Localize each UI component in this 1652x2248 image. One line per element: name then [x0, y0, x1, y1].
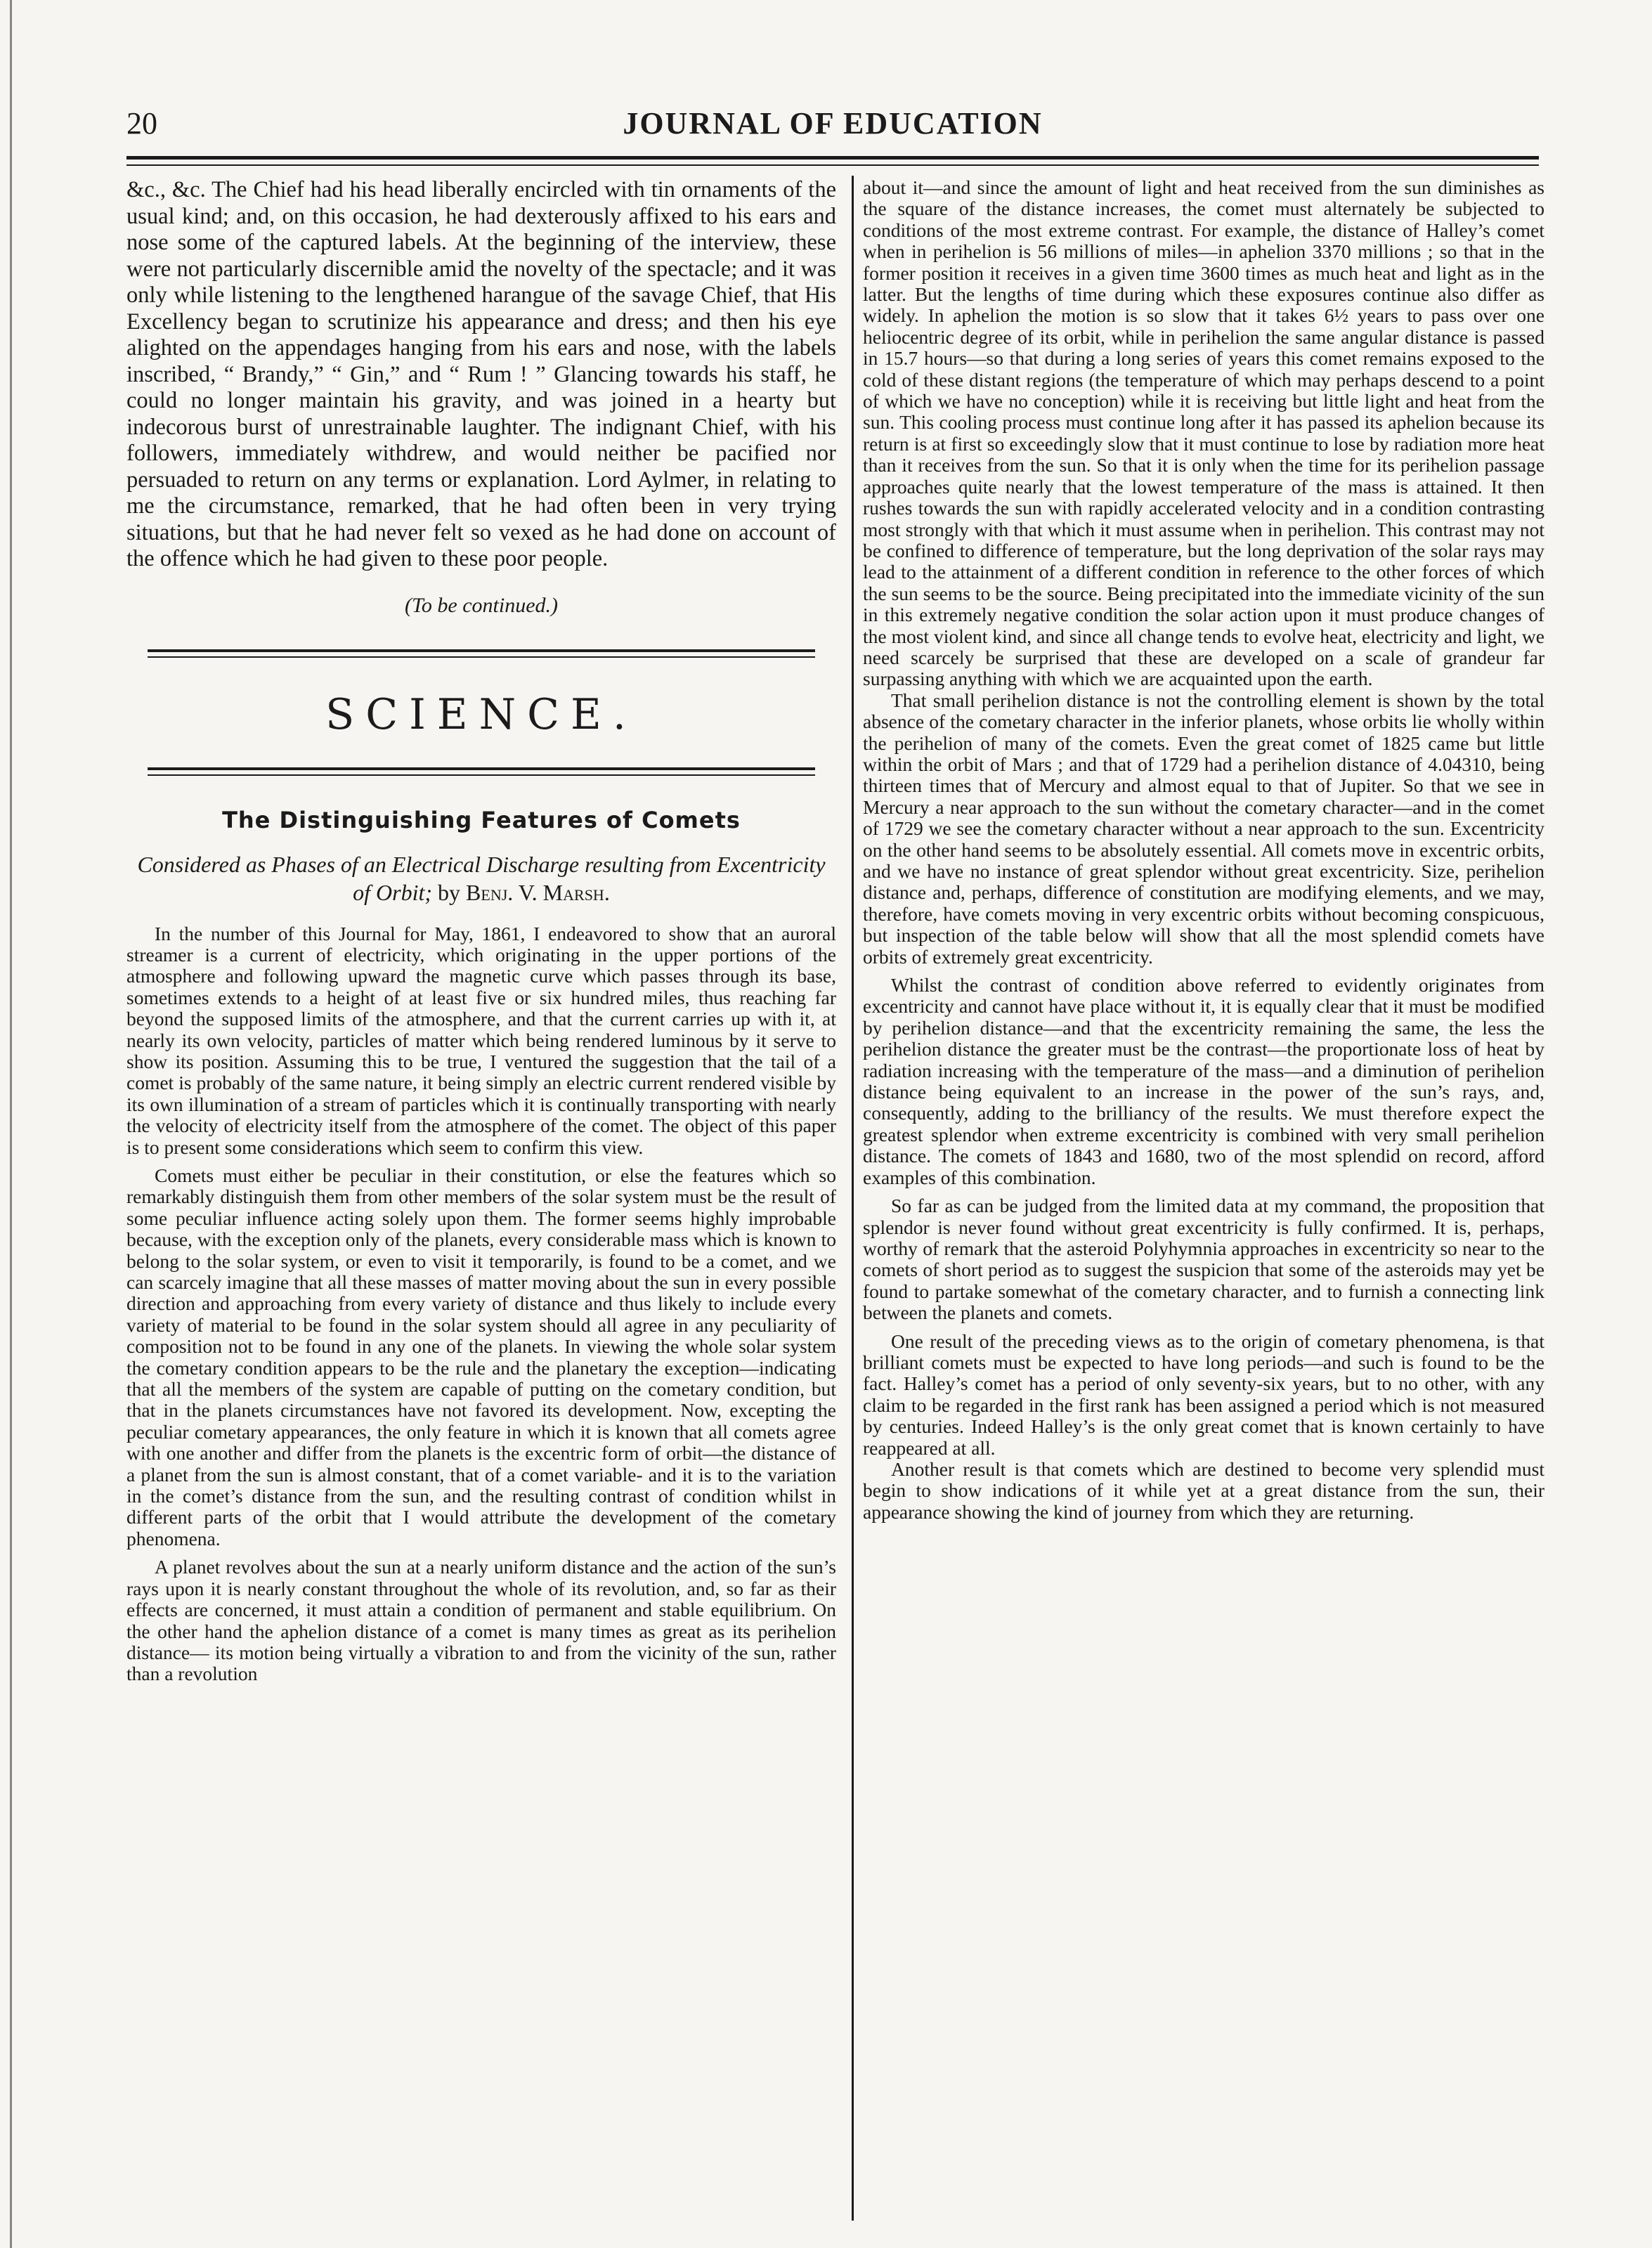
- article-paragraph: A planet revolves about the sun at a nearly uniform distance and the action of the sun’s rays upon it is nearly constant throughout the whole of its revolution, and, so far as their effects are concerned, it must attain a condition of permanent and stable equilibrium. On the other hand the aphelion distance of a comet is many times as great as its perihelion distance— its motion being virtually a vibration to and from the vicinity of the sun, rather than a revolution: [126, 1556, 836, 1685]
- section-heading: SCIENCE.: [325, 689, 637, 739]
- article-author-prefix: by: [438, 879, 461, 905]
- header-rule-thick: [126, 156, 1539, 160]
- journal-title: JOURNAL OF EDUCATION: [623, 106, 1043, 141]
- story-closing-paragraph: &c., &c. The Chief had his head liberally encircled with tin ornaments of the usual kind; and, on this occasion, he had dexterously affixed to his ears and nose some of the captured labels. At the beginning of the interview, these were not particularly discernible amid the novelty of the spectacle; and it was only while listening to the lengthened harangue of the savage Chief, that His Excellency began to scrutinize his appearance and dress; and then his eye alighted on the appendages hanging from his ears and nose, with the labels inscribed, “ Brandy,” “ Gin,” and “ Rum ! ” Glancing towards his staff, he could no longer maintain his gravity, and was joined in a hearty but indecorous burst of unrestrainable laughter. The indignant Chief, with his followers, immediately withdrew, and would neither be pacified nor persuaded to return on any terms or explanation. Lord Aylmer, in relating to me the circumstance, remarked, that he had often been in very trying situations, but that he had never felt so vexed as he had done on account of the offence which he had given to these poor people.: [126, 177, 836, 571]
- article-paragraph: Another result is that comets which are destined to become very splendid must begin to show indications of it while yet at a great distance from the sun, their appearance showing the kind of journey from which they are returning.: [863, 1457, 1544, 1523]
- article-title: The Distinguishing Features of Comets: [222, 806, 741, 833]
- column-divider: [852, 176, 854, 2221]
- continued-note: (To be continued.): [404, 593, 559, 617]
- article-paragraph: That small perihelion distance is not the controlling element is shown by the total absence of the cometary character in the inferior planets, whose orbits lie wholly within the perihelion of many of the comets. Even the great comet of 1825 came but little within the orbit of Mars ; and that of 1729 had a perihelion distance of 4.04310, being thirteen times that of Mercury and almost equal to that of Jupiter. So that we see in Mercury a near approach to the sun without the cometary character—and in the comet of 1729 we see the cometary character without a near approach to the sun. Excentricity on the other hand seems to be absolutely essential. All comets move in excentric orbits, and we have no instance of great splendor without great excentricity. Size, perihelion distance and, perhaps, difference of constitution are modifying elements, and we may, therefore, have comets moving in very excentric orbits without becoming conspicuous, but inspection of the table below will show that all the most splendid comets have orbits of extremely great excentricity.: [863, 689, 1544, 968]
- header-rule-thin: [126, 164, 1539, 166]
- page-number: 20: [126, 106, 157, 141]
- article-paragraph: Whilst the contrast of condition above referred to evidently originates from excentricity and cannot have place without it, it is equally clear that it must be modified by perihelion distance—and that the excentricity remaining the same, the less the perihelion distance the greater must be the contrast—the proportionate loss of heat by radiation increasing with the temperature of the mass—and a diminution of perihelion distance being equivalent to an increase in the power of the sun’s rays, and, consequently, adding to the brilliancy of the results. We must therefore expect the greatest splendor when extreme excentricity is combined with very small perihelion distance. The comets of 1843 and 1680, two of the most splendid on record, afford examples of this combination.: [863, 974, 1544, 1188]
- article-paragraph: In the number of this Journal for May, 1861, I endeavored to show that an auroral streamer is a current of electricity, which originating in the upper portions of the atmosphere and following upward the magnetic curve which passes through its base, sometimes extends to a height of at least five or six hundred miles, thus reaching far beyond the supposed limits of the atmosphere, and that the current carries up with it, at nearly its own velocity, particles of matter which being rendered luminous by it serve to show its position. Assuming this to be true, I ventured the suggestion that the tail of a comet is probably of the same nature, it being simply an electric current rendered visible by its own illumination of a stream of particles which it is continually transporting with nearly the velocity of electricity itself from the atmosphere of the comet. The object of this paper is to present some considerations which seem to confirm this view.: [126, 922, 836, 1158]
- left-column: [126, 177, 836, 2222]
- section-rule-bottom: [148, 767, 815, 776]
- article-body-left: [126, 923, 836, 1685]
- section-rule-top: [148, 649, 815, 658]
- article-subtitle-text: Considered as Phases of an Electrical Discharge resulting from Excentricity of Orbit;: [137, 851, 826, 905]
- article-subtitle: [126, 850, 836, 907]
- page-header: [126, 105, 1539, 148]
- article-author: Benj. V. Marsh.: [466, 879, 610, 905]
- right-column: [863, 177, 1544, 2222]
- article-paragraph: So far as can be judged from the limited data at my command, the proposition that splendor is never found without great excentricity is fully confirmed. It is, perhaps, worthy of remark that the asteroid Polyhymnia approaches in excentricity so near to the comets of short period as to suggest the suspicion that some of the asteroids may yet be found to partake somewhat of the cometary character, and to furnish a connecting link between the planets and comets.: [863, 1195, 1544, 1324]
- article-paragraph: about it—and since the amount of light and heat received from the sun diminishes as the square of the distance increases, the comet must alternately be subjected to conditions of the most extreme contrast. For example, the distance of Halley’s comet when in perihelion is 56 millions of miles—in aphelion 3370 millions ; so that in the former position it receives in a given time 3600 times as much heat and light as in the latter. But the lengths of time during which these exposures continue also differ as widely. In aphelion the motion is so slow that it takes 6½ years to pass over one heliocentric degree of its orbit, while in perihelion the same angular distance is passed in 15.7 hours—so that during a long series of years this comet remains exposed to the cold of these distant regions (the temperature of which may perhaps descend to a point of which we have no conception) while it is receiving but little light and heat from the sun. This cooling process must continue long after it has passed its aphelion because its return is at first so exceedingly slow that it must continue to lose by radiation more heat than it receives from the sun. So that it is only when the time for its perihelion passage approaches quite nearly that the lowest temperature of the mass is attained. It then rushes towards the sun with rapidly accelerated velocity and in a condition contrasting most strongly with that which it must assume when in perihelion. This contrast may not be confined to difference of temperature, but the long deprivation of the solar rays may lead to the attainment of a different condition in reference to the other forces of which the sun seems to be the source. Being precipitated into the immediate vicinity of the sun in this extremely negative condition the solar action upon it must produce changes of the most violent kind, and since all change tends to evolve heat, electricity and light, we need scarcely be surprised that these are developed on a scale of grandeur far surpassing anything with which we are acquainted upon the earth.: [863, 177, 1544, 690]
- article-paragraph: Comets must either be peculiar in their constitution, or else the features which so remarkably distinguish them from other members of the solar system must be the result of some peculiar influence acting solely upon them. The former seems highly improbable because, with the exception only of the planets, every considerable mass which is known to belong to the solar system, or even to visit it temporarily, is found to be a comet, and we can scarcely imagine that all these masses of matter moving about the sun in every possible direction and approaching from every variety of distance and thus likely to include every variety of material to be found in the solar system should all agree in any peculiarity of composition not to be found in any one of the planets. In viewing the whole solar system the cometary condition appears to be the rule and the planetary the exception—indicating that all the members of the system are capable of putting on the cometary condition, but that in the planets circumstances have not favored its development. Now, excepting the peculiar cometary appearances, the only feature in which it is known that all comets agree with one another and differ from the planets is the excentric form of orbit—the distance of a planet from the sun is almost constant, that of a comet variable- and it is to the variation in the comet’s distance from the sun, and the resulting contrast of condition whilst in different parts of the orbit that I would attribute the development of the cometary phenomena.: [126, 1164, 836, 1549]
- page-edge-line: [10, 0, 12, 2248]
- article-paragraph: One result of the preceding views as to the origin of cometary phenomena, is that brilliant comets must be expected to have long periods—and such is found to be the fact. Halley’s comet has a period of only seventy-six years, but to no other, with any claim to be regarded in the first rank has been assigned a period which is not measured by centuries. Indeed Halley’s is the only great comet that is known certainly to have reappeared at all.: [863, 1330, 1544, 1459]
